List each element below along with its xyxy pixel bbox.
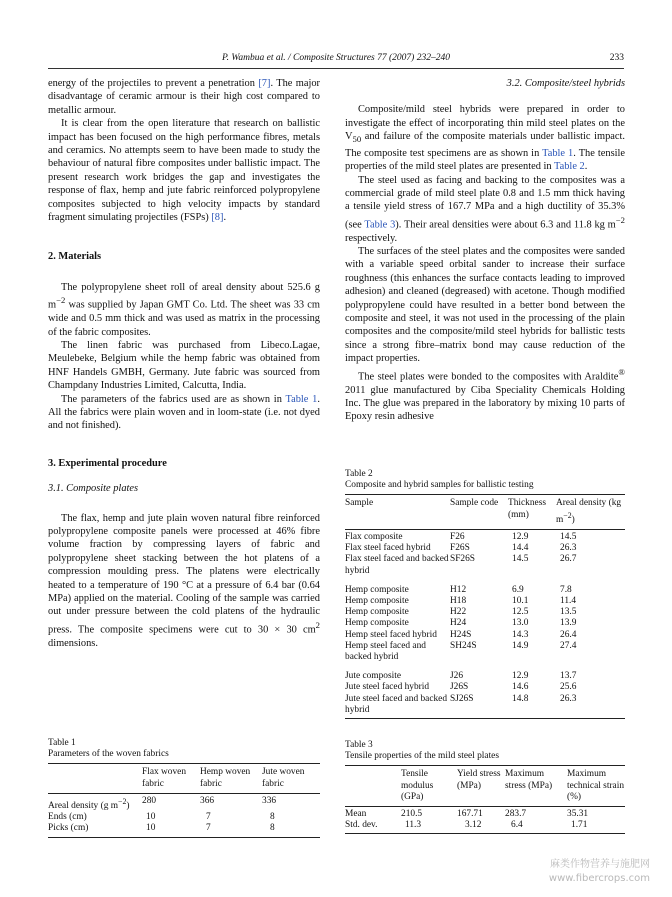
watermark: [549, 858, 650, 886]
thickness-cell: 14.4: [512, 543, 529, 554]
watermark-url: www.fibercrops.com: [548, 873, 650, 884]
group-spacer: [345, 663, 625, 671]
table-caption: Composite and hybrid samples for ballistic testing: [345, 480, 534, 491]
table-row: [345, 694, 625, 716]
sample-cell: Hemp composite: [345, 595, 409, 606]
table-caption: Tensile properties of the mild steel plates: [345, 751, 499, 762]
column-header: Flax woven fabric: [142, 767, 187, 789]
density-cell: 13.5: [560, 607, 577, 618]
code-cell: H22: [450, 607, 467, 618]
thickness-cell: 10.1: [512, 595, 529, 606]
right-column: [345, 77, 625, 424]
subsection-heading-composite-plates: 3.1. Composite plates: [48, 483, 139, 495]
table-row: Areal density (g $m^{-2}$) 280 366 336: [48, 795, 277, 811]
group-spacer: [345, 577, 625, 585]
table-row: [345, 543, 625, 554]
density-cell: 7.8: [560, 584, 572, 595]
paragraph: Composite/mild steel hybrids were prepared in order to investigate the effect of incorporating thin mild steel plates on the $V_{50}$ and failure of the composite materials under ballistic impact. The composite test specimens are as shown in Table 1. The tensile properties of the mild steel plates are presented in Table 2.: [345, 104, 625, 173]
table-row: [345, 596, 625, 607]
left-column: [48, 77, 320, 650]
watermark-title: 麻类作物营养与施肥网: [550, 859, 650, 870]
table-link[interactable]: Table 3: [364, 219, 396, 231]
running-header: [48, 53, 624, 67]
data-table: [345, 498, 625, 526]
data-table-body: [345, 532, 625, 716]
thickness-cell: 14.5: [512, 554, 529, 565]
subsection-heading-hybrids: 3.2. Composite/steel hybrids: [506, 78, 625, 89]
sample-cell: Hemp composite: [345, 584, 409, 595]
table-label: Table 3: [345, 740, 373, 750]
column-header: Areal density (kg $m^{-2}$): [556, 498, 622, 525]
thickness-cell: 13.0: [512, 618, 529, 629]
thickness-cell: 14.3: [512, 629, 529, 640]
density-cell: 27.4: [560, 640, 577, 651]
thickness-cell: 12.9: [512, 531, 529, 542]
paragraph: The steel used as facing and backing to the composites was a commercial grade of mild steel plate 0.8 and 1.5 mm thick having a tensile yield stress of 167.7 MPa and a high ductility of 35.3% (see Table 3). Their areal densities were about 6.3 and 11.8 kg $m^{-2}$ respectively.: [345, 174, 625, 244]
thickness-cell: 12.5: [512, 607, 529, 618]
table-3: [345, 740, 625, 834]
data-table-body: [345, 809, 625, 831]
code-cell: H18: [450, 595, 467, 606]
table-row: [345, 532, 625, 543]
table-label: Table 2: [345, 469, 373, 479]
running-title: P. Wambua et al. / Composite Structures 77 (2007) 232–240: [222, 53, 450, 63]
data-table: [345, 769, 625, 803]
density-cell: 26.3: [560, 543, 577, 554]
sample-cell: Jute composite: [345, 671, 401, 682]
section-heading-materials: 2. Materials: [48, 251, 102, 263]
table-link[interactable]: Table 1: [285, 393, 318, 405]
code-cell: J26S: [450, 682, 469, 693]
table-link[interactable]: Table 1: [542, 147, 574, 159]
paragraph: The linen fabric was purchased from Libeco.Lagae, Meulebeke, Belgium while the hemp fabric was obtained from HNF Handels GMBH, Germany. Jute fabric was sourced from Champdany Industries Limited, Calcutta, India.: [48, 339, 320, 392]
table-label: Table 1: [48, 738, 76, 748]
code-cell: SF26S: [450, 554, 476, 565]
sample-cell: Hemp steel faced hybrid: [345, 629, 437, 640]
code-cell: H24: [450, 618, 467, 629]
thickness-cell: 14.9: [512, 640, 529, 651]
paragraph: It is clear from the open literature that research on ballistic impact has been focused on the high performance fibres, metals and ceramics. No attempts seem to have been made to study the behaviour of natural fibre composites under ballistic impact. The present research work bridges the gap and investigates the response of flax, hemp and jute fabric reinforced polypropylene composites subjected to high velocity impacts by standard fragment simulating projectiles (FSPs) [8].: [48, 118, 320, 224]
table-caption: Parameters of the woven fabrics: [48, 749, 169, 760]
column-header: Hemp woven fabric: [200, 767, 251, 789]
table-row: [345, 607, 625, 618]
thickness-cell: 14.8: [512, 693, 529, 704]
thickness-cell: 14.6: [512, 682, 529, 693]
table-row: Mean 210.5 167.71 283.7 35.31: [345, 809, 589, 820]
column-header: Thickness (mm): [508, 498, 547, 520]
sample-cell: Jute steel faced hybrid: [345, 682, 430, 693]
table-row: [345, 641, 625, 663]
column-header: Yield stress (MPa): [457, 769, 501, 791]
code-cell: J26: [450, 671, 464, 682]
table-row: [345, 554, 625, 576]
sample-cell: Flax steel faced and backed hybrid: [345, 554, 449, 576]
code-cell: F26: [450, 531, 465, 542]
column-header: Maximum technical strain (%): [567, 769, 625, 802]
density-cell: 26.3: [560, 693, 577, 704]
paragraph: The parameters of the fabrics used are as shown in Table 1. All the fabrics were plain woven and in loom-state (i.e. not dyed and not finished).: [48, 393, 320, 432]
column-header: Jute woven fabric: [262, 767, 305, 789]
table-2: [345, 469, 625, 719]
table-row: Ends (cm) 10 7 8: [48, 812, 275, 823]
density-cell: 13.7: [560, 671, 577, 682]
thickness-cell: 6.9: [512, 584, 524, 595]
density-cell: 25.6: [560, 682, 577, 693]
table-row: [345, 671, 625, 682]
data-table-body: [48, 796, 320, 835]
table-link[interactable]: Table 2: [554, 161, 585, 173]
section-heading-experimental: 3. Experimental procedure: [48, 457, 167, 469]
table-row: [345, 682, 625, 693]
sample-cell: Flax steel faced hybrid: [345, 543, 431, 554]
sample-cell: Hemp steel faced and backed hybrid: [345, 640, 426, 662]
column-header: Sample code: [450, 498, 499, 509]
table-row: [345, 630, 625, 641]
code-cell: SJ26S: [450, 693, 474, 704]
code-cell: H24S: [450, 629, 472, 640]
page-number: 233: [609, 53, 624, 63]
sample-cell: Hemp composite: [345, 607, 409, 618]
code-cell: SH24S: [450, 640, 477, 651]
citation-link[interactable]: [8]: [211, 212, 224, 224]
citation-link[interactable]: [7]: [258, 78, 271, 89]
data-table: [48, 767, 320, 789]
sample-cell: Flax composite: [345, 531, 403, 542]
thickness-cell: 12.9: [512, 671, 529, 682]
sample-cell: Jute steel faced and backed hybrid: [345, 693, 448, 715]
table-row: [345, 585, 625, 596]
column-header: Maximum stress (MPa): [505, 769, 553, 791]
table-1: [48, 738, 320, 838]
density-cell: 14.5: [560, 531, 577, 542]
table-row: [345, 618, 625, 629]
code-cell: F26S: [450, 543, 470, 554]
header-rule: [48, 68, 624, 69]
table-row: Std. dev. 11.3 3.12 6.4 1.71: [345, 820, 588, 831]
table-row: Picks (cm) 10 7 8: [48, 823, 275, 834]
paragraph: The steel plates were bonded to the composites with Araldite® 2011 glue manufactured by Ciba Speciality Chemicals Holding Inc. The glue was prepared in the laboratory by mixing 10 parts of Epoxy resin adhesive: [345, 366, 625, 423]
density-cell: 11.4: [560, 595, 577, 606]
paragraph: The flax, hemp and jute plain woven natural fibre reinforced polypropylene composite panels were processed at 46% fibre volume fraction by compressing layers of fabric and polypropylene sheet stacking between the hot platens of a compression moulding press. The platens were electrically heated to a temperature of 190 °C at a pressure of 6.4 bar (0.64 MPa) applied on the material. Cooling of the sample was carried out under pressure between the cold platens of the hydraulic press. The composite specimens were cut to 30 × 30 $cm^2$ dimensions.: [48, 512, 320, 649]
table-header-row: [345, 769, 625, 803]
density-cell: 26.4: [560, 629, 577, 640]
density-cell: 26.7: [560, 554, 577, 565]
paragraph: energy of the projectiles to prevent a penetration [7]. The major disadvantage of ceramic armour is their high cost compared to metallic armour.: [48, 78, 320, 116]
density-cell: 13.9: [560, 618, 577, 629]
code-cell: H12: [450, 584, 467, 595]
column-header: Sample: [345, 498, 374, 509]
column-header: Tensile modulus (GPa): [401, 769, 434, 802]
paragraph: The surfaces of the steel plates and the composites were sanded with a variable speed orbital sander to increase their surface roughness (this enhances the surface contacts leading to improved adhesion) and cleaned (degreased) with acetone. Though modified polypropylene could have resulted in a better bond between the composite and steel, it was not used in the processing of the plain composites and the composite/mild steel hybrids for ballistic tests since a strong fibre–matrix bond may cause reduction of the impact properties.: [345, 246, 625, 365]
table-header-row: [345, 498, 625, 526]
paragraph: The polypropylene sheet roll of areal density about 525.6 g $m^{-2}$ was supplied by Japan GMT Co. Ltd. The sheet was 33 cm wide and 0.5 mm thick and was used as matrix in the processing of the fabric composites.: [48, 281, 320, 338]
table-header-row: [48, 767, 320, 789]
sample-cell: Hemp composite: [345, 618, 409, 629]
